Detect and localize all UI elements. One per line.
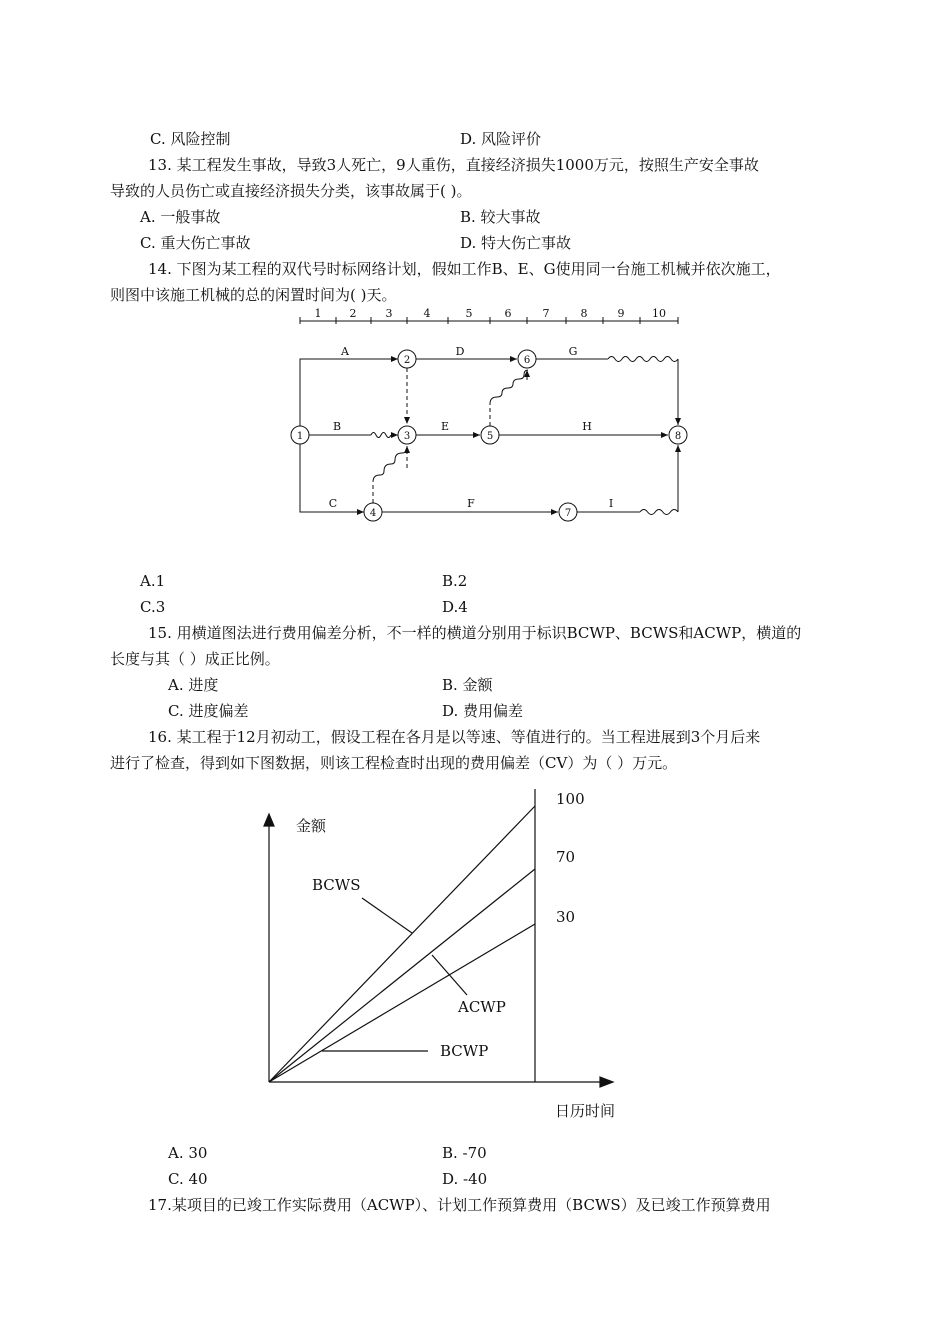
activity-label-e: E [440,420,450,433]
node-label-7: 7 [564,508,572,519]
activity-g-free-float [608,357,678,362]
series-label-acwp: ACWP [458,998,506,1016]
q17-stem-line1: 17.某项目的已竣工作实际费用（ACWP）、计划工作预算费用（BCWS）及已竣工作预算费用 [148,1196,771,1214]
activity-label-h: H [582,420,592,433]
q13-option-a: A. 一般事故 [140,208,221,226]
dummy-4-3-wave [373,448,407,482]
node-label-3: 3 [403,431,411,442]
node-label-5: 5 [486,431,494,442]
activity-label-b: B [332,420,342,433]
scale-7: 7 [542,307,550,320]
scale-9: 9 [617,307,625,320]
q14-option-a: A.1 [140,572,166,590]
series-line-acwp [269,869,535,1082]
x-axis-arrowhead [600,1077,613,1087]
scale-2: 2 [349,307,357,320]
q13-option-d: D. 特大伤亡事故 [460,234,572,252]
node-label-6: 6 [523,355,531,366]
q12-option-c: C. 风险控制 [150,130,231,148]
activity-label-f: F [467,497,475,510]
q13-option-b: B. 较大事故 [460,208,541,226]
scale-8: 8 [580,307,588,320]
series-label-bcwp: BCWP [440,1042,489,1060]
x-axis-label: 日历时间 [555,1102,616,1120]
value-label-100: 100 [556,790,585,808]
q14-stem-line1: 14. 下图为某工程的双代号时标网络计划，假如工作B、E、G使用同一台施工机械并依次施工， [148,260,781,278]
q15-option-d: D. 费用偏差 [442,702,524,720]
q15-option-b: B. 金额 [442,676,493,694]
q16-option-b: B. -70 [442,1144,487,1162]
q14-option-b: B.2 [442,572,468,590]
value-label-70: 70 [556,848,576,866]
activity-label-c: C [328,497,338,510]
q14-option-c: C.3 [140,598,166,616]
activity-label-g: G [568,345,578,358]
dummy-5-6-wave [490,370,528,404]
q14-option-d: D.4 [442,598,468,616]
node-label-8: 8 [674,431,682,442]
q14-stem-line2: 则图中该施工机械的总的闲置时间为( )天。 [110,286,397,304]
activity-a-arrow [300,359,398,427]
network-diagram [290,305,700,530]
activity-label-a: A [341,345,349,358]
q16-option-d: D. -40 [442,1170,488,1188]
q12-option-d: D. 风险评价 [460,130,542,148]
scale-10: 10 [652,307,666,320]
activity-i-free-float [640,510,678,515]
q16-option-a: A. 30 [168,1144,208,1162]
leader-acwp [432,955,467,995]
node-label-1: 1 [296,431,304,442]
value-label-30: 30 [556,908,576,926]
q13-option-c: C. 重大伤亡事故 [140,234,251,252]
activity-label-i: I [608,497,614,510]
activity-b-free-float [371,433,391,438]
cost-chart [255,785,630,1125]
node-label-2: 2 [403,355,411,366]
node-label-4: 4 [369,508,377,519]
q13-stem-line1: 13. 某工程发生事故，导致3人死亡，9人重伤，直接经济损失1000万元，按照生产安全事故 [148,156,759,174]
scale-4: 4 [423,307,431,320]
q15-stem-line2: 长度与其（ ）成正比例。 [110,650,280,668]
q15-option-c: C. 进度偏差 [168,702,249,720]
scale-6: 6 [504,307,512,320]
series-label-bcws: BCWS [312,876,361,894]
series-line-bcws [269,806,535,1082]
y-axis-arrowhead [264,814,274,826]
q13-stem-line2: 导致的人员伤亡或直接经济损失分类，该事故属于( )。 [110,182,472,200]
q15-stem-line1: 15. 用横道图法进行费用偏差分析，不一样的横道分别用于标识BCWP、BCWS和ACWP，横道的 [148,624,802,642]
scale-3: 3 [385,307,393,320]
scale-1: 1 [314,307,322,320]
activity-label-d: D [455,345,465,358]
q15-option-a: A. 进度 [168,676,219,694]
q16-stem-line1: 16. 某工程于12月初动工，假设工程在各月是以等速、等值进行的。当工程进展到3个月后来 [148,728,761,746]
scale-5: 5 [465,307,473,320]
y-axis-label: 金额 [296,817,327,835]
q16-stem-line2: 进行了检查，得到如下图数据，则该工程检查时出现的费用偏差（CV）为（ ）万元。 [110,754,678,772]
leader-bcws [362,898,412,933]
q16-option-c: C. 40 [168,1170,208,1188]
